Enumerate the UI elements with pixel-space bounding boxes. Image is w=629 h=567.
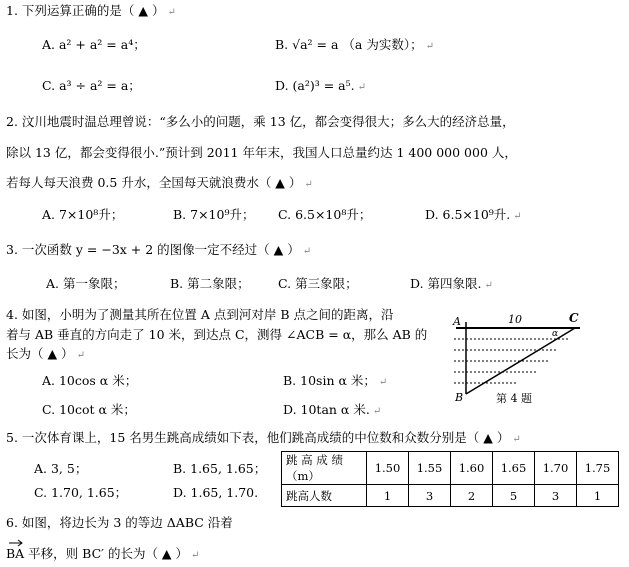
return-mark-icon: ↵ xyxy=(484,280,493,291)
height-cell: 1.55 xyxy=(409,452,451,485)
q2-option-d: D. 6.5×10⁹升. ↵ xyxy=(425,207,522,222)
height-cell: 1.50 xyxy=(367,452,409,485)
return-mark-icon: ↵ xyxy=(304,179,313,190)
label-b: B xyxy=(455,391,464,404)
count-cell: 2 xyxy=(451,485,493,507)
q6-line-2: BA 平移，则 BC′ 的长为（ ▲ ） ↵ xyxy=(6,546,200,561)
label-alpha: α xyxy=(552,329,559,339)
q4-river-figure xyxy=(448,308,588,406)
q2-line-3: 若每人每天浪费 0.5 升水，全国每天就浪费水（ ▲ ） ↵ xyxy=(6,175,313,190)
count-cell: 1 xyxy=(367,485,409,507)
q5-option-d: D. 1.65, 1.70. xyxy=(173,485,259,500)
table-row xyxy=(282,485,619,507)
q5-option-c: C. 1.70, 1.65； xyxy=(34,485,128,500)
table-row xyxy=(282,452,619,485)
q3-option-d: D. 第四象限. ↵ xyxy=(410,276,493,291)
label-a: A xyxy=(453,315,461,328)
q2-option-a: A. 7×10⁸升； xyxy=(42,207,124,222)
table-count-label: 跳高人数 xyxy=(282,485,367,507)
height-cell: 1.60 xyxy=(451,452,493,485)
q2-option-c: C. 6.5×10⁸升； xyxy=(278,207,372,222)
return-mark-icon: ↵ xyxy=(425,41,434,52)
q4-option-a: A. 10cos α 米； xyxy=(42,373,138,388)
label-ten: 10 xyxy=(508,313,522,326)
return-mark-icon: ↵ xyxy=(372,406,382,417)
q5-option-a: A. 3, 5； xyxy=(34,461,88,476)
q4-line-3: 长为（ ▲ ） ↵ xyxy=(6,346,85,361)
height-cell: 1.75 xyxy=(577,452,619,485)
label-c: C xyxy=(569,311,579,325)
q1-option-a: A. a² + a² = a⁴； xyxy=(42,37,146,52)
jump-height-table xyxy=(281,451,619,507)
q5-option-b: B. 1.65, 1.65； xyxy=(173,461,267,476)
q3-option-b: B. 第二象限； xyxy=(170,276,250,291)
height-cell: 1.65 xyxy=(493,452,535,485)
count-cell: 5 xyxy=(493,485,535,507)
return-mark-icon: ↵ xyxy=(191,550,200,561)
q4-line-1: 4. 如图，小明为了测量其所在位置 A 点到河对岸 B 点之间的距离，沿 xyxy=(6,307,394,322)
q6-line-1: 6. 如图，将边长为 3 的等边 ΔABC 沿着 xyxy=(6,515,233,530)
q3-option-a: A. 第一象限； xyxy=(46,276,126,291)
q3-option-c: C. 第三象限； xyxy=(278,276,358,291)
q1-option-d: D. (a²)³ = a⁵. ↵ xyxy=(275,78,366,93)
q5-stem: 5. 一次体育课上，15 名男生跳高成绩如下表，他们跳高成绩的中位数和众数分别是（ ▲ ） ↵ xyxy=(6,430,521,445)
q1-stem: 1. 下列运算正确的是（ ▲ ） ↵ xyxy=(6,3,176,18)
count-cell: 3 xyxy=(535,485,577,507)
vector-arrow-icon xyxy=(8,539,24,547)
q2-line-2: 除以 13 亿，都会变得很小.”预计到 2011 年年末，我国人口总量约达 1 400 000 000 人， xyxy=(6,145,517,160)
count-cell: 1 xyxy=(577,485,619,507)
return-mark-icon: ↵ xyxy=(512,434,521,445)
q4-option-d: D. 10tan α 米. ↵ xyxy=(283,402,382,417)
q3-stem: 3. 一次函数 y = −3x + 2 的图像一定不经过（ ▲ ） ↵ xyxy=(6,242,312,257)
return-mark-icon: ↵ xyxy=(378,377,388,388)
q1-option-c: C. a³ ÷ a² = a； xyxy=(42,78,141,93)
count-cell: 3 xyxy=(409,485,451,507)
return-mark-icon: ↵ xyxy=(302,246,312,257)
q4-line-2: 着与 AB 垂直的方向走了 10 米，到达点 C，测得 ∠ACB = α，那么 AB 的 xyxy=(6,327,428,342)
table-header-label: 跳 高 成 绩（m） xyxy=(282,452,367,485)
q1-option-b: B. √a² = a （a 为实数）； ↵ xyxy=(275,37,434,52)
q2-option-b: B. 7×10⁹升； xyxy=(173,207,255,222)
q4-option-c: C. 10cot α 米； xyxy=(42,402,136,417)
figure-caption: 第 4 题 xyxy=(496,392,532,405)
return-mark-icon: ↵ xyxy=(76,350,85,361)
return-mark-icon: ↵ xyxy=(513,211,522,222)
height-cell: 1.70 xyxy=(535,452,577,485)
q2-line-1: 2. 汶川地震时温总理曾说：“多么小的问题，乘 13 亿，都会变得很大；多么大的经济总量， xyxy=(6,114,515,129)
return-mark-icon: ↵ xyxy=(357,82,366,93)
return-mark-icon: ↵ xyxy=(167,7,176,18)
q4-option-b: B. 10sin α 米； ↵ xyxy=(283,373,388,388)
